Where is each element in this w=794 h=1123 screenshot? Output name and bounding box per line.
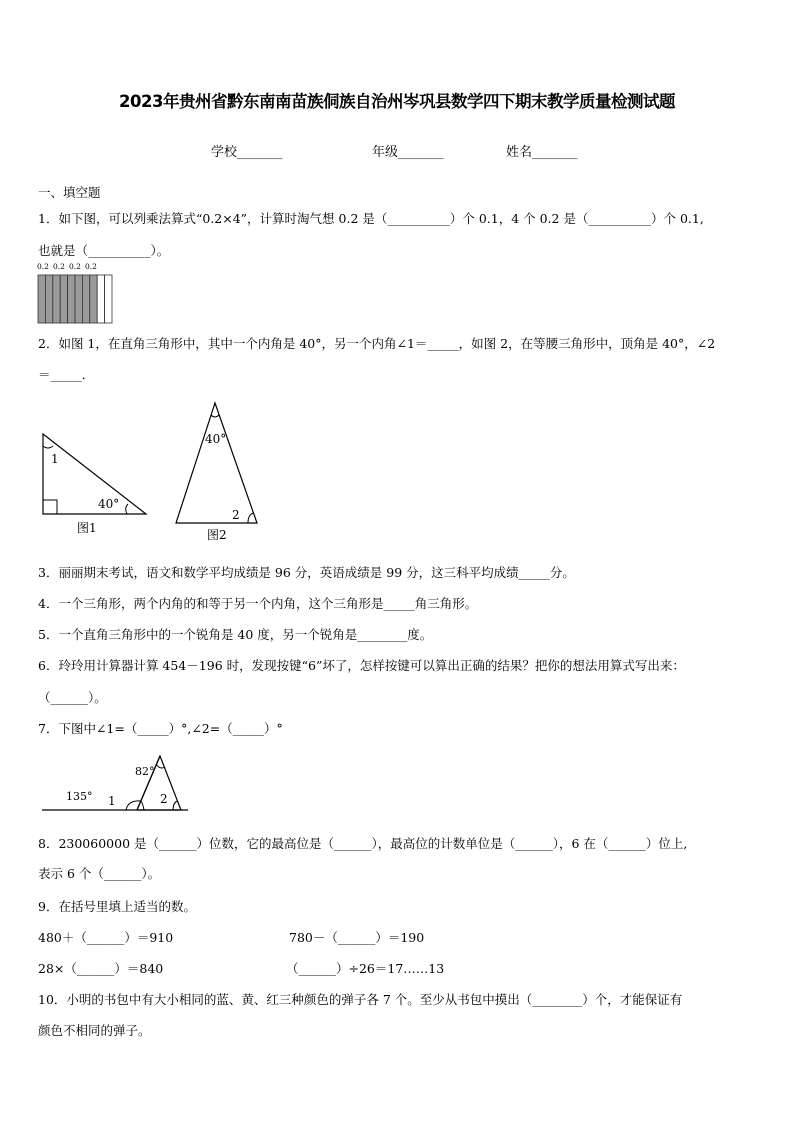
isosceles-triangle xyxy=(176,403,257,523)
question-7: 7．下图中∠1=（_____）°,∠2=（_____）° xyxy=(38,721,283,736)
question-6-line-1: 6．玲玲用计算器计算 454－196 时，发现按键“6”坏了，怎样按键可以算出正确的结果？把你的想法用算式写出来： xyxy=(38,658,685,673)
figure-label: 0.2 xyxy=(37,262,49,271)
figure-label: 0.2 xyxy=(69,262,81,271)
question-9-a: 480＋（______）＝910 xyxy=(38,930,174,945)
figure-caption: 图2 xyxy=(207,528,227,542)
page-title: 2023年贵州省黔东南南苗族侗族自治州岑巩县数学四下期末教学质量检测试题 xyxy=(119,92,675,111)
shaded-cell xyxy=(38,275,45,323)
grade-field: 年级_______ xyxy=(372,145,444,160)
figure-label: 0.2 xyxy=(53,262,65,271)
angle-arc xyxy=(248,513,254,523)
question-3: 3．丽丽期末考试，语文和数学平均成绩是 96 分，英语成绩是 99 分，这三科平均成绩_____分。 xyxy=(38,565,575,580)
section-heading: 一、填空题 xyxy=(38,185,101,200)
angle-arc xyxy=(43,446,53,448)
question-4: 4．一个三角形，两个内角的和等于另一个内角，这个三角形是_____角三角形。 xyxy=(38,596,478,611)
question-8-line-2: 表示 6 个（______）。 xyxy=(38,866,161,881)
question-1-line-2: 也就是（__________）。 xyxy=(38,243,170,258)
apex-angle-value: 40° xyxy=(205,432,227,446)
question-8-line-1: 8．230060000 是（______）位数，它的最高位是（______），最高位的计数单位是（______），6 在（______）位上, xyxy=(38,836,688,851)
question-6-line-2: （______）。 xyxy=(38,690,107,705)
question-1-line-1: 1．如下图，可以列乘法算式“0.2×4”，计算时淘气想 0.2 是（__________）个 0.1，4 个 0.2 是（__________）个 0.1, xyxy=(38,211,704,226)
shaded-cell xyxy=(68,275,75,323)
question-2-line-2: ＝_____． xyxy=(38,367,95,382)
angle-arc xyxy=(211,415,219,417)
question-5: 5．一个直角三角形中的一个锐角是 40 度，另一个锐角是________度。 xyxy=(38,627,433,642)
shaded-cell xyxy=(60,275,67,323)
school-field: 学校_______ xyxy=(211,145,283,160)
shaded-cell xyxy=(75,275,82,323)
angle-label-2: 2 xyxy=(160,792,168,806)
triangle-exterior-angle-figure xyxy=(40,749,190,815)
decimal-strip-figure xyxy=(36,259,116,325)
right-angle-mark xyxy=(43,500,57,514)
angle-label-1: 1 xyxy=(108,794,116,808)
top-angle-value: 82° xyxy=(135,765,155,778)
name-field: 姓名_______ xyxy=(506,145,578,160)
shaded-cell xyxy=(53,275,60,323)
right-triangle xyxy=(43,434,146,514)
figure-label: 0.2 xyxy=(85,262,97,271)
shaded-cell xyxy=(82,275,89,323)
angle-arc xyxy=(126,504,128,514)
angle-arc xyxy=(173,801,177,810)
question-9-c: 28×（______）＝840 xyxy=(38,961,164,976)
shaded-cell xyxy=(45,275,52,323)
angle-arc xyxy=(141,801,144,810)
empty-cell xyxy=(97,275,104,323)
question-2-line-1: 2．如图 1，在直角三角形中，其中一个内角是 40°，另一个内角∠1＝_____，如图 2，在等腰三角形中，顶角是 40°，∠2 xyxy=(38,336,716,351)
angle-value-40: 40° xyxy=(98,497,120,511)
question-9-intro: 9．在括号里填上适当的数。 xyxy=(38,899,196,914)
isosceles-triangle-figure xyxy=(170,398,270,544)
question-10-line-2: 颜色不相同的弹子。 xyxy=(38,1023,151,1038)
angle-label-1: 1 xyxy=(51,452,59,466)
question-10-line-1: 10．小明的书包中有大小相同的蓝、黄、红三种颜色的弹子各 7 个。至少从书包中摸出（________）个，才能保证有 xyxy=(38,992,683,1007)
question-9-d: （______）÷26＝17……13 xyxy=(286,961,445,976)
angle-label-2: 2 xyxy=(232,508,240,522)
figure-caption: 图1 xyxy=(77,521,97,535)
student-info xyxy=(0,141,794,161)
question-9-b: 780－（______）＝190 xyxy=(289,930,425,945)
empty-cell xyxy=(105,275,112,323)
right-triangle-figure xyxy=(36,428,156,538)
exterior-angle-value: 135° xyxy=(66,790,93,803)
shaded-cell xyxy=(90,275,97,323)
